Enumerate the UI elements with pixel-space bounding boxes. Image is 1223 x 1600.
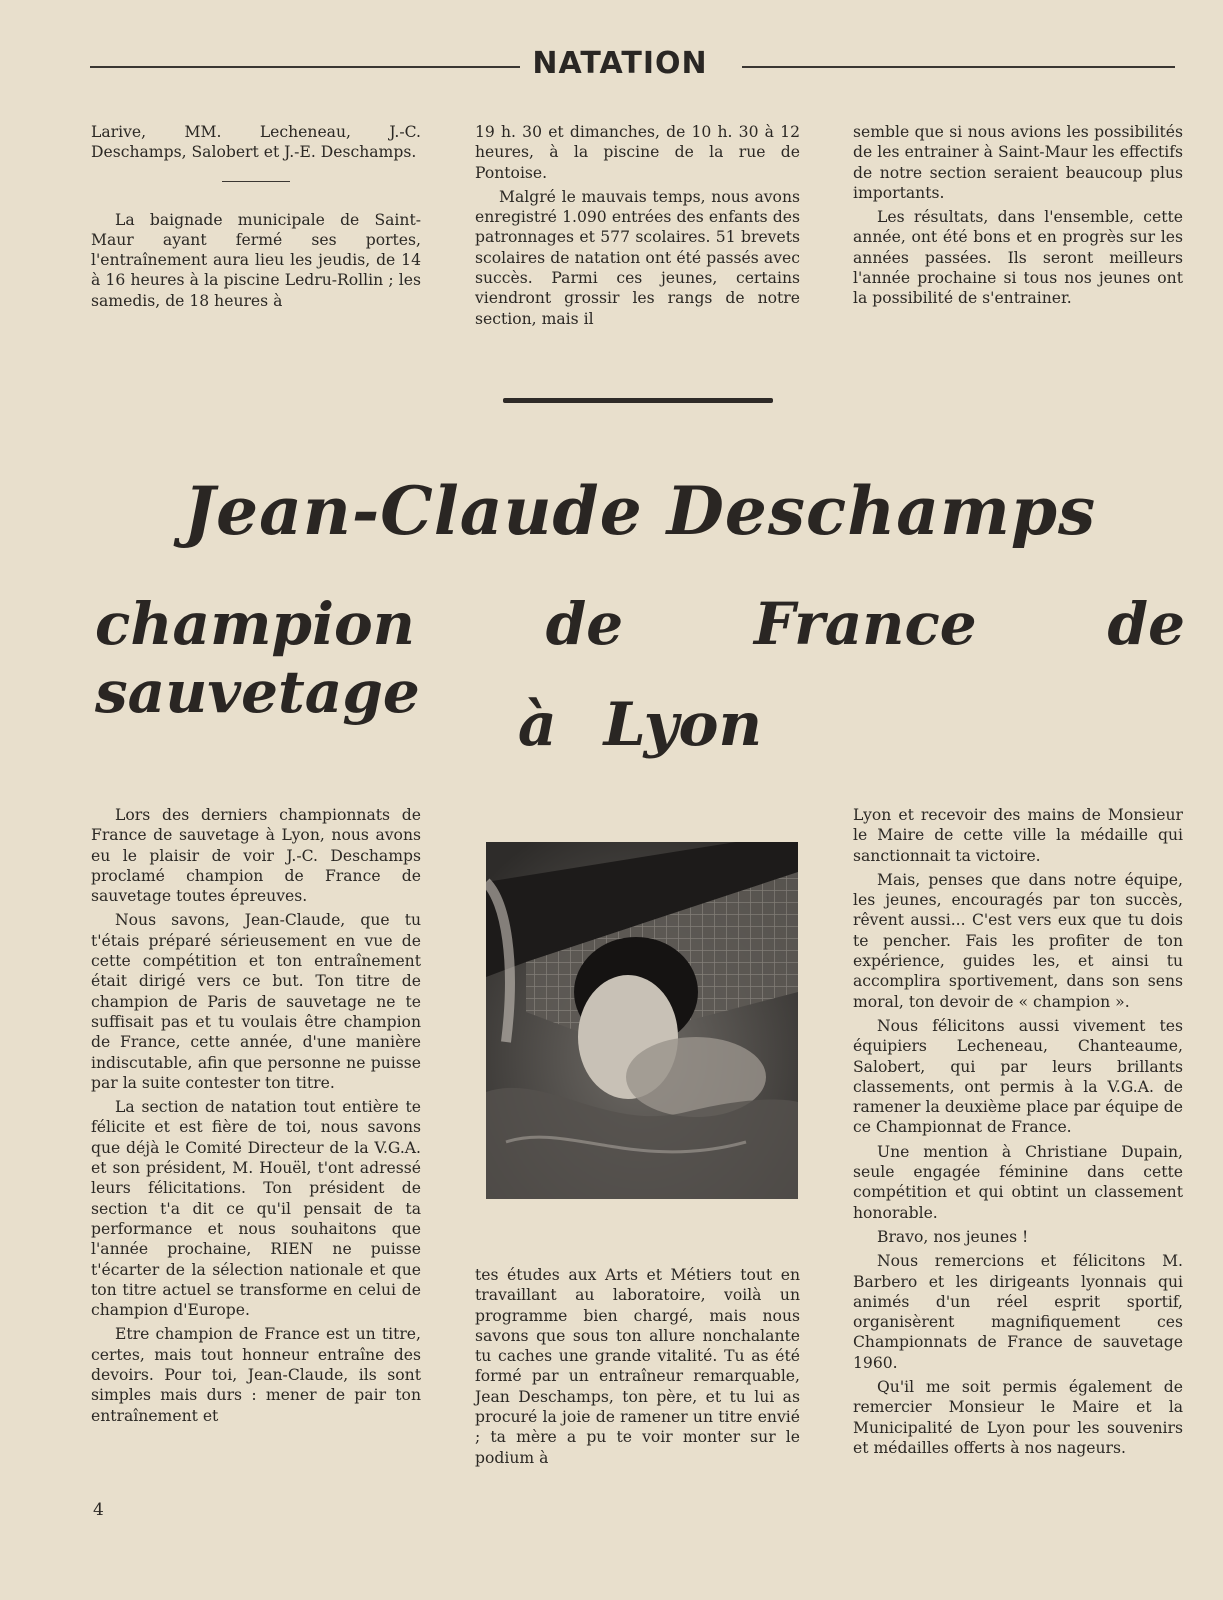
headline-line-2: champion de France de sauvetage [95,590,1185,726]
paragraph: La baignade municipale de Saint-Maur ayant fermé ses portes, l'entraînement aura lieu les jeudis, de 14 à 16 heures à la piscine Ledru-Rollin ; les samedis, de 18 heures à [91,210,421,310]
divider [222,181,290,182]
headline-line-1: Jean-Claude Deschamps [183,472,1097,550]
paragraph: Etre champion de France est un titre, certes, mais tout honneur entraîne des devoirs. Pour toi, Jean-Claude, ils sont simples mais durs : mener de pair ton entraînement et [91,1325,421,1425]
paragraph: Lors des derniers championnats de France de sauvetage à Lyon, nous avons eu le plaisir de voir J.-C. Deschamps proclamé champion de France de sauvetage toutes épreuves. [91,806,421,906]
article-column-3 [853,805,1183,1462]
swimmer-photo [486,842,798,1199]
paragraph: La section de natation tout entière te félicite et est fière de toi, nous savons que déjà le Comité Directeur de la V.G.A. et son président, M. Houël, t'ont adressé leurs félicitations. Ton président de section t'a dit ce qu'il pensait de ta performance et nous souhaitons que l'année prochaine, RIEN ne puisse t'écarter de la sélection nationale et que ton titre actuel se transforme en celui de champion d'Europe. [91,1098,421,1320]
paragraph: semble que si nous avions les possibilités de les entrainer à Saint-Maur les effectifs de notre section seraient beaucoup plus importants. [853,123,1183,202]
article-column-2 [475,1265,800,1472]
paragraph: Bravo, nos jeunes ! [877,1227,1029,1246]
paragraph: Nous savons, Jean-Claude, que tu t'étais préparé sérieusement en vue de cette compétition et ton entraînement était dirigé vers ce but. Ton titre de champion de Paris de sauvetage ne te suffisait pas et tu voulais être champion de France, cette année, d'une manière indiscutable, afin que personne ne puisse par la suite contester ton titre. [91,911,421,1092]
headline-line-3: à Lyon [517,690,763,760]
paragraph: Qu'il me soit permis également de remercier Monsieur le Maire et la Municipalité de Lyon pour les souvenirs et médailles offerts à nos nageurs. [853,1378,1183,1457]
paragraph: Les résultats, dans l'ensemble, cette année, ont été bons et en progrès sur les années passées. Ils seront meilleurs l'année prochaine si tous nos jeunes ont la possibilité de s'entrainer. [853,208,1183,308]
section-divider [503,398,773,403]
page-number: 4 [93,1500,104,1520]
paragraph: Malgré le mauvais temps, nous avons enregistré 1.090 entrées des enfants des patronnages et 577 scolaires. 51 brevets scolaires de natation ont été passés avec succès. Parmi ces jeunes, certains viendront grossir les rangs de notre section, mais il [475,187,800,328]
paragraph: Nous félicitons aussi vivement tes équipiers Lecheneau, Chanteaume, Salobert, qui par leurs brillants classements, ont permis à la V.G.A. de ramener la deuxième place par équipe de ce Championnat de France. [853,1016,1183,1137]
paragraph: Nous remercions et félicitons M. Barbero et les dirigeants lyonnais qui animés d'un réel esprit sportif, organisèrent magnifiquement ces Championnats de France de sauvetage 1960. [853,1252,1183,1372]
paragraph: tes études aux Arts et Métiers tout en travaillant au laboratoire, voilà un programme bien chargé, mais nous savons que sous ton allure nonchalante tu caches une grande vitalité. Tu as été formé par un entraîneur remarquable, Jean Deschamps, ton père, et tu lui as procuré la joie de ramener un titre envié ; ta mère a pu te voir monter sur le podium à [475,1266,800,1467]
top-column-3 [853,122,1183,313]
paragraph: Une mention à Christiane Dupain, seule engagée féminine dans cette compétition et qui obtint un classement honorable. [853,1142,1183,1222]
paragraph: 19 h. 30 et dimanches, de 10 h. 30 à 12 heures, à la piscine de la rue de Pontoise. [475,123,800,182]
swimmer-photo-image [486,842,798,1199]
article-column-1 [91,805,421,1430]
section-title: NATATION [532,46,708,81]
paragraph: Mais, penses que dans notre équipe, les jeunes, encouragés par ton succès, rêvent aussi... C'est vers eux que tu dois te pencher. Fais les profiter de ton expérience, guides les, et ainsi tu accomplira sportivement, dans son sens moral, ton devoir de « champion ». [853,870,1183,1011]
top-column-1 [91,122,421,315]
paragraph: Larive, MM. Lecheneau, J.-C. Deschamps, Salobert et J.-E. Deschamps. [91,123,421,162]
top-column-2 [475,122,800,333]
header-rule-right [742,66,1175,68]
paragraph: Lyon et recevoir des mains de Monsieur le Maire de cette ville la médaille qui sanctionnait ta victoire. [853,806,1183,865]
header-rule-left [90,66,520,68]
